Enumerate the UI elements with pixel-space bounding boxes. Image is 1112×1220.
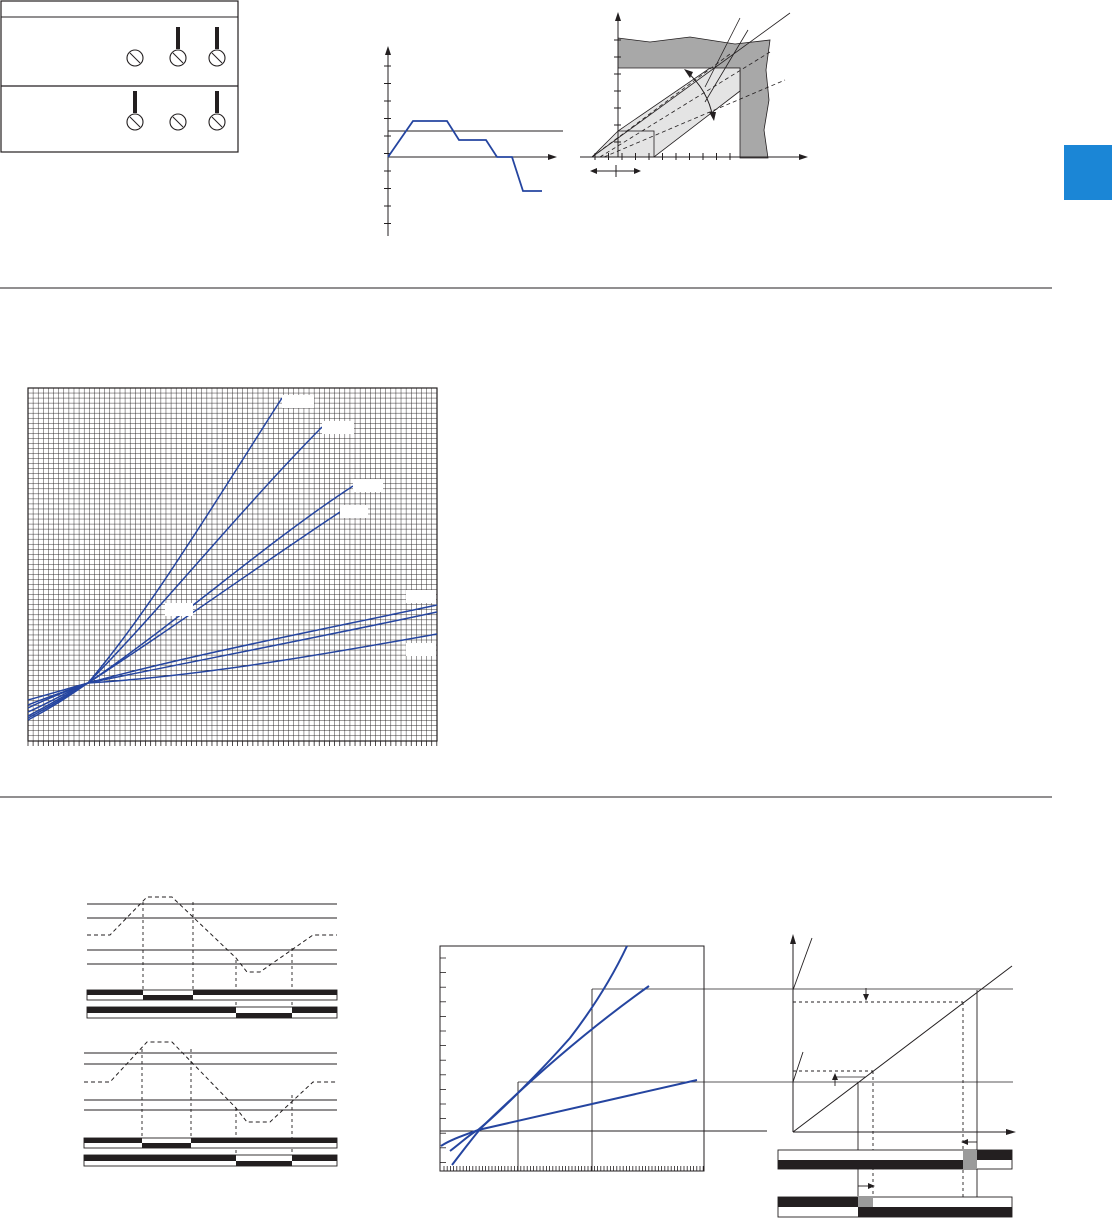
curve-label-box-7 — [165, 603, 193, 616]
step-response-chart — [384, 46, 563, 236]
threshold-transfer-diagram — [778, 934, 1016, 1217]
curve-label-box-2 — [322, 421, 354, 434]
switch-row-2 — [127, 91, 225, 130]
rotary-switch-on — [170, 27, 186, 66]
characteristic-curve-family — [28, 388, 437, 746]
timing-diagram — [84, 897, 337, 1166]
timing-bar-1a — [87, 990, 337, 1000]
timing-bar-2a — [84, 1138, 337, 1148]
output-bar-low — [778, 1197, 1012, 1217]
curve-label-box-5 — [406, 590, 436, 603]
hysteresis-band-diagram — [580, 12, 808, 177]
switch-row-1 — [127, 27, 225, 66]
curve-label-box-1 — [282, 395, 314, 408]
rotary-switch-on — [209, 27, 225, 66]
output-bar-high — [778, 1150, 1012, 1169]
switch-setting-table — [1, 1, 238, 152]
rotary-switch-off — [170, 114, 186, 130]
curve-label-box-6 — [406, 643, 436, 656]
curve-label-box-4 — [340, 505, 368, 518]
timing-bar-2b — [84, 1155, 337, 1166]
rotary-switch-on — [209, 91, 225, 130]
rotary-switch-off — [127, 50, 143, 66]
timing-bar-1b — [87, 1007, 337, 1018]
sensor-curve-chart — [440, 946, 1013, 1171]
band-area — [592, 68, 740, 157]
curve-label-box-3 — [353, 479, 383, 492]
rotary-switch-on — [127, 91, 143, 130]
